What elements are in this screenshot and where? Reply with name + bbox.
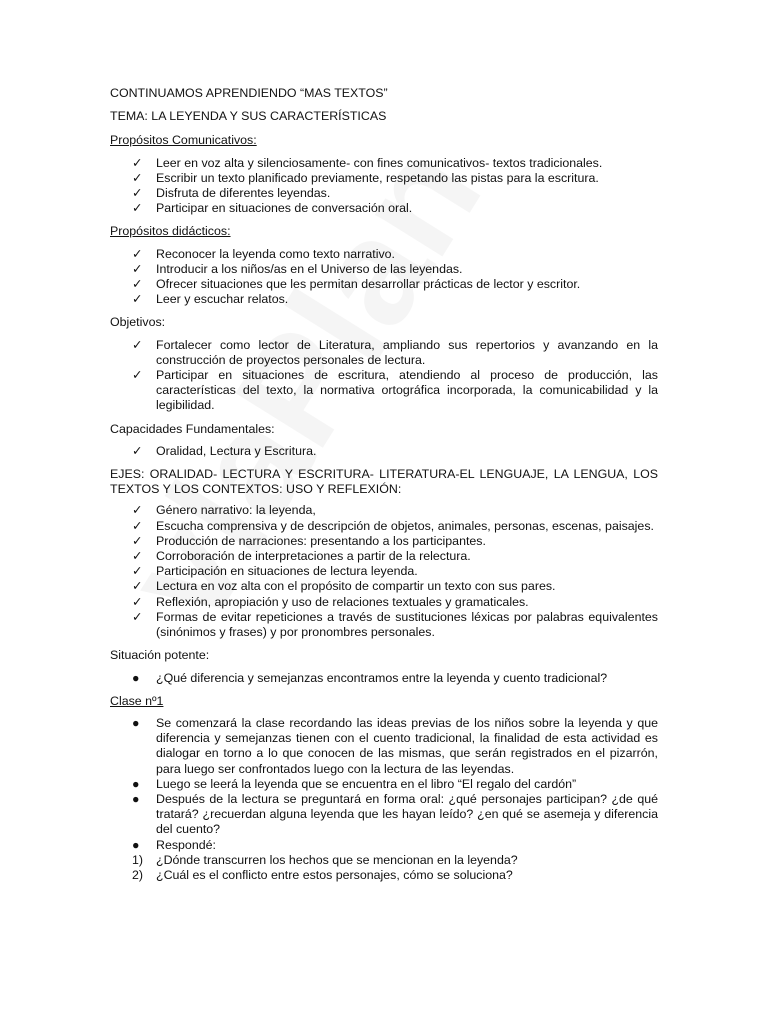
section-heading-axes: EJES: ORALIDAD- LECTURA Y ESCRITURA- LITERATURA-EL LENGUAJE, LA LENGUA, LOS TEXTOS Y LOS CONTEXTOS: USO Y REFLEXIÓN: bbox=[110, 467, 658, 497]
section-heading-objectives: Objetivos: bbox=[110, 315, 166, 330]
list-item-text: Escribir un texto planificado previamente, respetando las pistas para la escritura. bbox=[156, 170, 599, 185]
list-item-text: Respondé: bbox=[156, 837, 216, 852]
list-item-text: Ofrecer situaciones que les permitan desarrollar prácticas de lector y escritor. bbox=[156, 277, 581, 292]
list-item-text: Se comenzará la clase recordando las ideas previas de los niños sobre la leyenda y que diferencia y semejanzas tienen con el cuento tradicional, la finalidad de esta actividad es dialogar en torno a lo que conocen de las mismas, que serán registrados en el pizarrón, para luego ser confrontados luego con la lectura de las leyendas. bbox=[156, 715, 658, 776]
checkmark-icon: ✓ bbox=[132, 292, 143, 307]
list-item bbox=[110, 579, 658, 594]
list-item bbox=[110, 792, 658, 838]
list-item-text: Oralidad, Lectura y Escritura. bbox=[156, 443, 317, 458]
bullet-icon: ● bbox=[132, 670, 140, 685]
list-item bbox=[110, 838, 658, 853]
checkmark-icon: ✓ bbox=[132, 503, 143, 518]
list-item-text: Disfruta de diferentes leyendas. bbox=[156, 186, 331, 201]
checkmark-icon: ✓ bbox=[132, 368, 143, 383]
checkmark-icon: ✓ bbox=[132, 337, 143, 352]
list-item bbox=[110, 368, 658, 414]
item-number: 2) bbox=[132, 867, 144, 882]
list-item-text: Género narrativo: la leyenda, bbox=[156, 503, 316, 518]
list-item-text: Participar en situaciones de conversación oral. bbox=[156, 201, 413, 216]
topic-heading: TEMA: LA LEYENDA Y SUS CARACTERÍSTICAS bbox=[110, 109, 387, 124]
list-item bbox=[110, 519, 658, 534]
checkmark-icon: ✓ bbox=[132, 155, 143, 170]
list-item bbox=[110, 610, 658, 640]
document-page bbox=[110, 86, 658, 883]
list-item-text: Participar en situaciones de escritura, atendiendo al proceso de producción, las características del texto, la normativa ortográfica incorporada, la comunicabilidad y la legibilidad. bbox=[156, 368, 658, 413]
list-item-text: Formas de evitar repeticiones a través de sustituciones léxicas por palabras equivalentes (sinónimos y frases) y por pronombres personales. bbox=[156, 609, 658, 640]
bullet-icon: ● bbox=[132, 791, 140, 806]
list-item-text: Participación en situaciones de lectura leyenda. bbox=[156, 564, 418, 579]
list-item bbox=[110, 534, 658, 549]
didactic-list bbox=[110, 247, 658, 308]
list-item bbox=[110, 186, 658, 201]
section-heading-class: Clase nº1 bbox=[110, 693, 164, 708]
list-item bbox=[110, 671, 658, 686]
section-heading-didactic: Propósitos didácticos: bbox=[110, 224, 231, 239]
list-item-text: Lectura en voz alta con el propósito de compartir un texto con sus pares. bbox=[156, 579, 556, 594]
list-item-text: Leer en voz alta y silenciosamente- con fines comunicativos- textos tradicionales. bbox=[156, 155, 603, 170]
axes-list bbox=[110, 503, 658, 640]
list-item bbox=[110, 549, 658, 564]
section-heading-capacities: Capacidades Fundamentales: bbox=[110, 421, 275, 436]
list-item bbox=[110, 201, 658, 216]
list-item-text: Reflexión, apropiación y uso de relaciones textuales y gramaticales. bbox=[156, 594, 529, 609]
list-item bbox=[110, 247, 658, 262]
checkmark-icon: ✓ bbox=[132, 261, 143, 276]
checkmark-icon: ✓ bbox=[132, 170, 143, 185]
class-list bbox=[110, 716, 658, 853]
document-title: CONTINUAMOS APRENDIENDO “MAS TEXTOS” bbox=[110, 86, 388, 100]
checkmark-icon: ✓ bbox=[132, 609, 143, 624]
checkmark-icon: ✓ bbox=[132, 549, 143, 564]
communicative-list bbox=[110, 156, 658, 217]
checkmark-icon: ✓ bbox=[132, 186, 143, 201]
list-item bbox=[110, 292, 658, 307]
section-heading-situation: Situación potente: bbox=[110, 648, 210, 663]
numbered-item bbox=[110, 853, 658, 868]
numbered-item-text: ¿Dónde transcurren los hechos que se mencionan en la leyenda? bbox=[156, 852, 518, 867]
list-item bbox=[110, 716, 658, 777]
bullet-icon: ● bbox=[132, 837, 140, 852]
list-item bbox=[110, 277, 658, 292]
list-item-text: Después de la lectura se preguntará en forma oral: ¿qué personajes participan? ¿de qué tratará? ¿recuerdan alguna leyenda que les hayan leído? ¿en qué se asemeja y diferencia del cuento? bbox=[156, 791, 658, 837]
section-heading-communicative: Propósitos Comunicativos: bbox=[110, 133, 257, 148]
list-item bbox=[110, 262, 658, 277]
list-item-text: Producción de narraciones: presentando a los participantes. bbox=[156, 533, 486, 548]
item-number: 1) bbox=[132, 852, 144, 867]
list-item bbox=[110, 503, 658, 518]
checkmark-icon: ✓ bbox=[132, 594, 143, 609]
checkmark-icon: ✓ bbox=[132, 246, 143, 261]
list-item-text: Reconocer la leyenda como texto narrativo. bbox=[156, 246, 395, 261]
class-numbered-list bbox=[110, 853, 658, 883]
list-item bbox=[110, 595, 658, 610]
list-item bbox=[110, 156, 658, 171]
list-item bbox=[110, 171, 658, 186]
capacities-list bbox=[110, 444, 658, 459]
list-item-text: Corroboración de interpretaciones a partir de la relectura. bbox=[156, 549, 471, 564]
list-item bbox=[110, 564, 658, 579]
list-item-text: Luego se leerá la leyenda que se encuentra en el libro “El regalo del cardón” bbox=[156, 776, 577, 791]
checkmark-icon: ✓ bbox=[132, 277, 143, 292]
list-item bbox=[110, 338, 658, 368]
checkmark-icon: ✓ bbox=[132, 518, 143, 533]
list-item bbox=[110, 444, 658, 459]
list-item-text: ¿Qué diferencia y semejanzas encontramos entre la leyenda y cuento tradicional? bbox=[156, 670, 608, 685]
bullet-icon: ● bbox=[132, 776, 140, 791]
numbered-item-text: ¿Cuál es el conflicto entre estos personajes, cómo se soluciona? bbox=[156, 867, 513, 882]
list-item-text: Leer y escuchar relatos. bbox=[156, 292, 289, 307]
list-item-text: Escucha comprensiva y de descripción de objetos, animales, personas, escenas, paisajes. bbox=[156, 518, 654, 533]
numbered-item bbox=[110, 868, 658, 883]
checkmark-icon: ✓ bbox=[132, 564, 143, 579]
bullet-icon: ● bbox=[132, 715, 140, 730]
list-item bbox=[110, 777, 658, 792]
situation-list bbox=[110, 671, 658, 686]
list-item-text: Fortalecer como lector de Literatura, ampliando sus repertorios y avanzando en la construcción de proyectos personales de lectura. bbox=[156, 337, 658, 367]
checkmark-icon: ✓ bbox=[132, 533, 143, 548]
checkmark-icon: ✓ bbox=[132, 201, 143, 216]
list-item-text: Introducir a los niños/as en el Universo de las leyendas. bbox=[156, 261, 463, 276]
checkmark-icon: ✓ bbox=[132, 579, 143, 594]
checkmark-icon: ✓ bbox=[132, 443, 143, 458]
objectives-list bbox=[110, 338, 658, 414]
